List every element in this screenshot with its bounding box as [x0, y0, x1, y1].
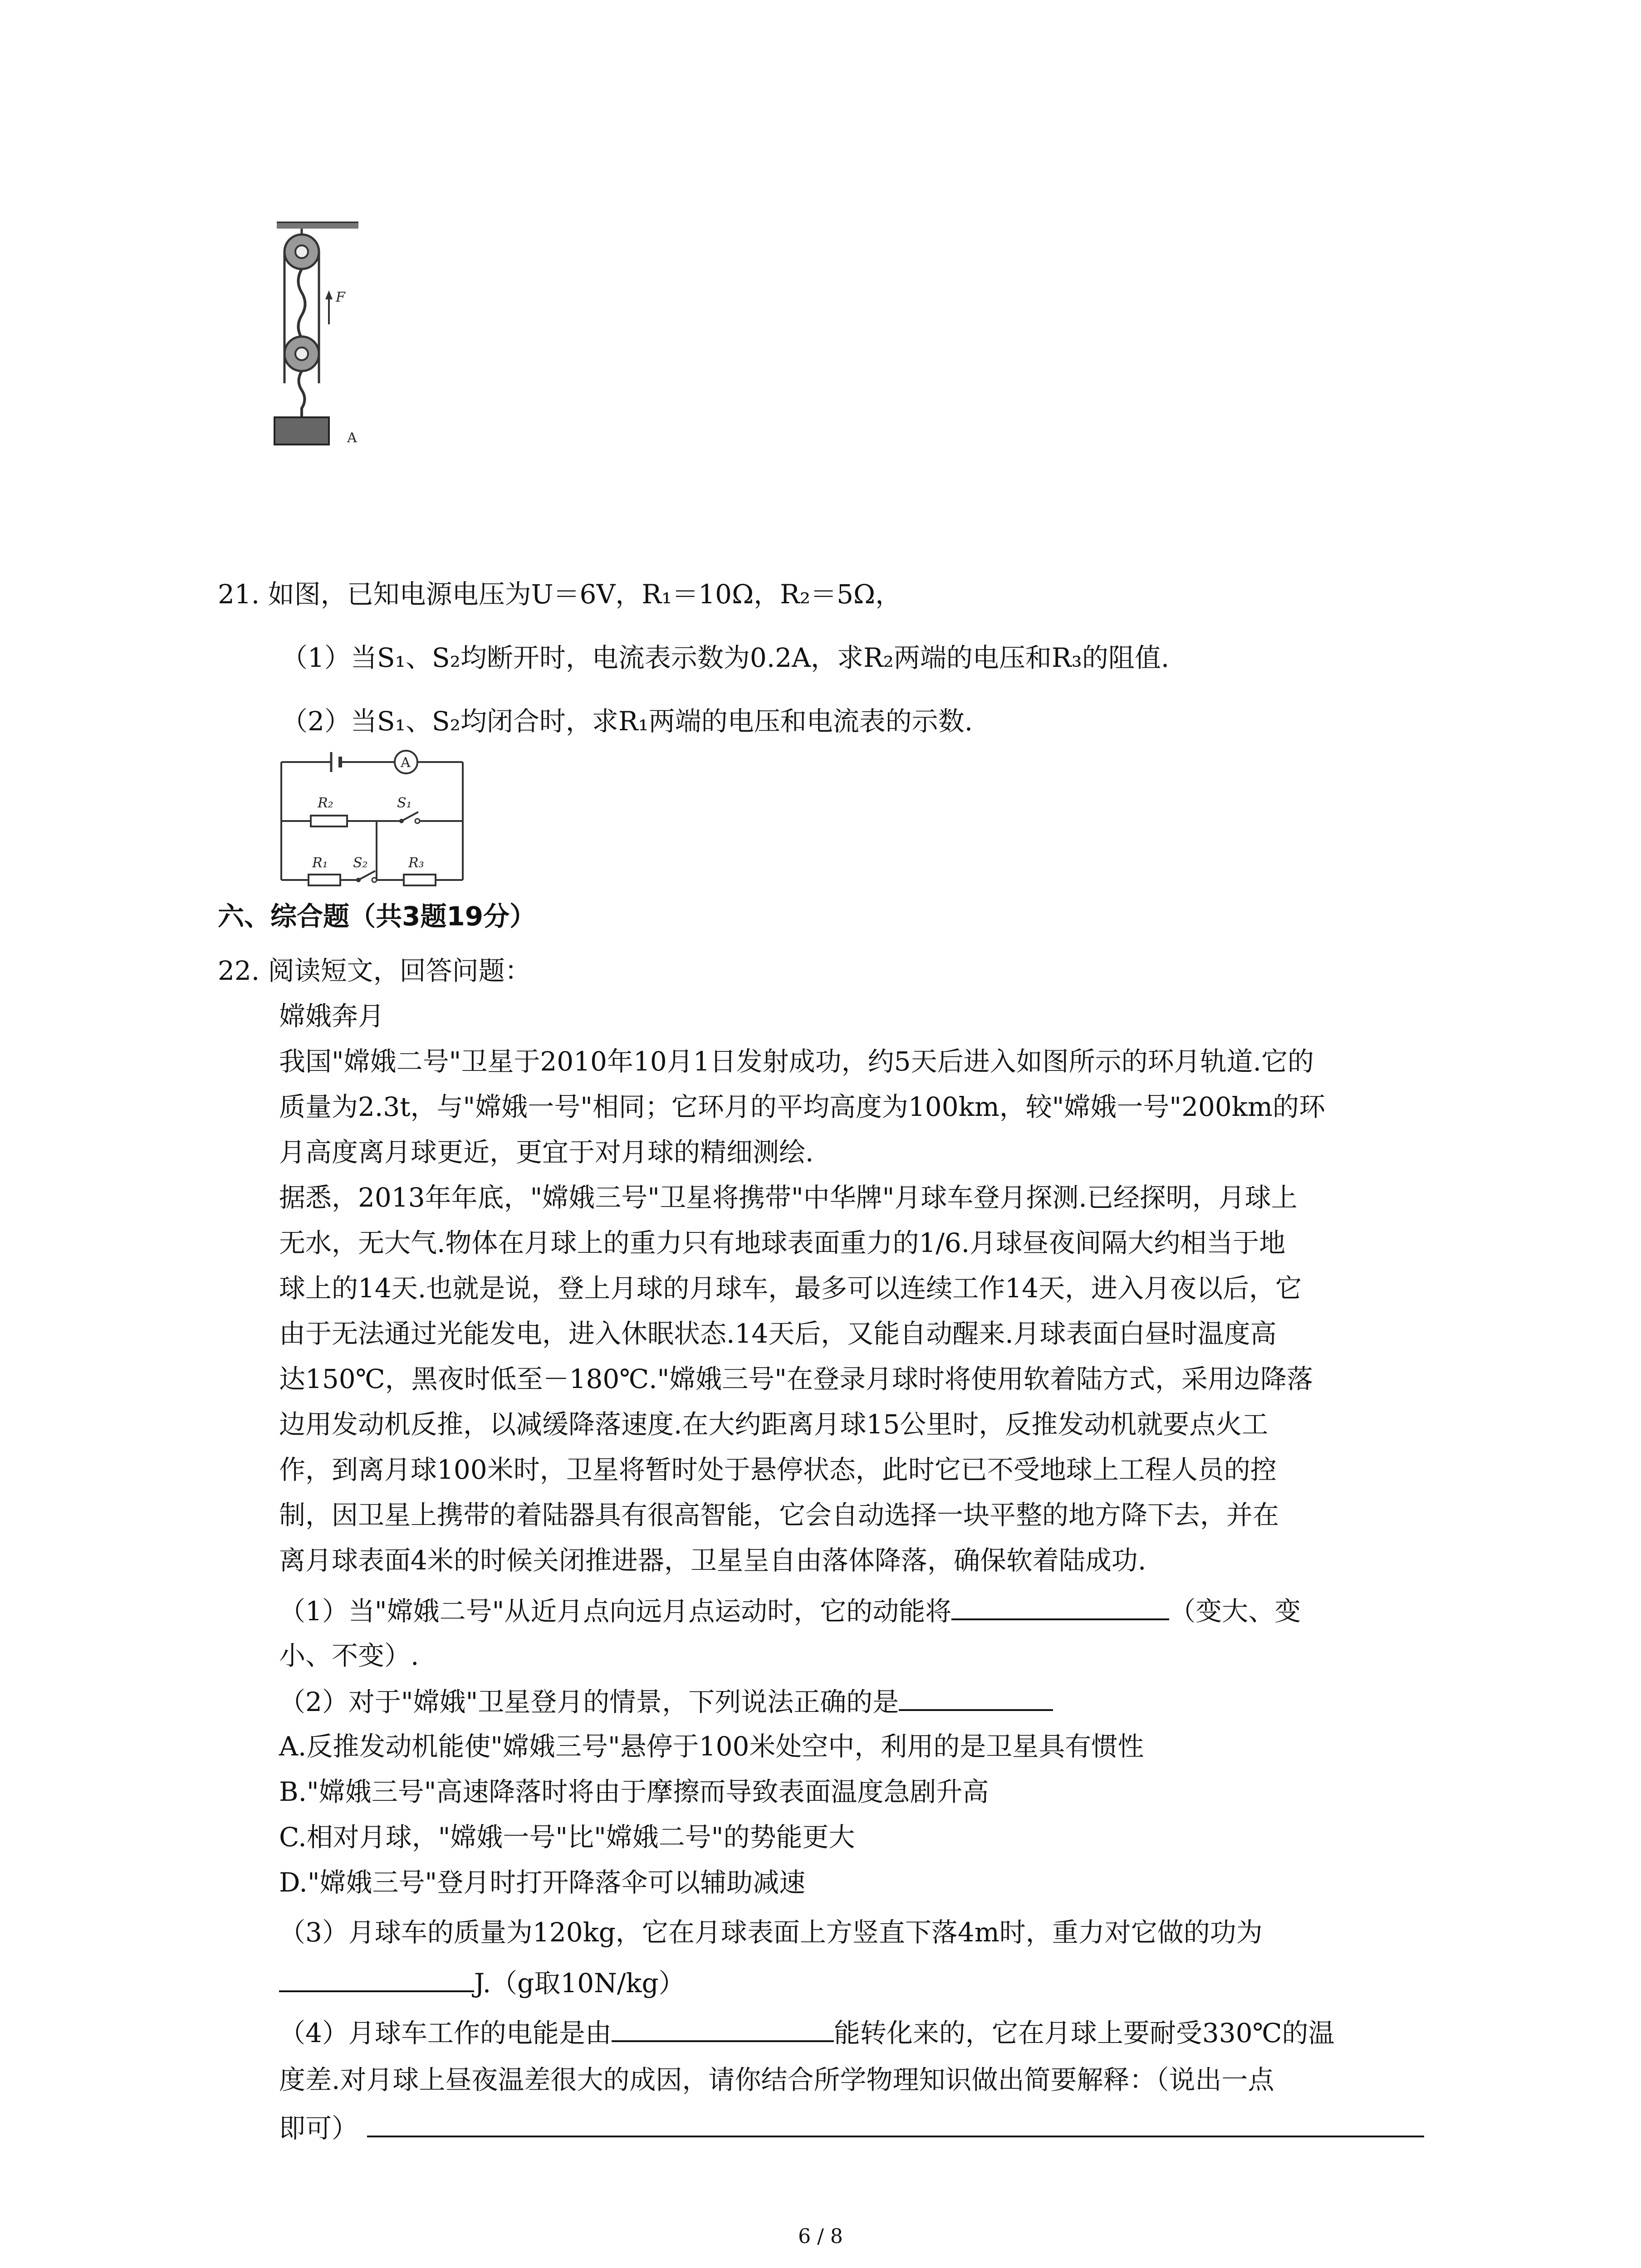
q22-option-b: B."嫦娥三号"高速降落时将由于摩擦而导致表面温度急剧升高 [279, 1776, 989, 1807]
q22-p1-line-1: 我国"嫦娥二号"卫星于2010年10月1日发射成功，约5天后进入如图所示的环月轨道.它的 [279, 1046, 1314, 1077]
r2-label: R₂ [318, 795, 333, 811]
circuit-diagram [272, 744, 472, 894]
q22-p2-line-9: 离月球表面4米的时候关闭推进器，卫星呈自由落体降落，确保软着陆成功. [279, 1545, 1146, 1576]
q21-stem: 21. 如图，已知电源电压为U＝6V，R₁＝10Ω，R₂＝5Ω， [218, 579, 902, 610]
q22-p1-line-2: 质量为2.3t，与"嫦娥一号"相同；它环月的平均高度为100km，较"嫦娥一号"200km的环 [279, 1091, 1325, 1122]
r1-label: R₁ [312, 855, 328, 871]
q22-p1-line-3: 月高度离月球更近，更宜于对月球的精细测绘. [279, 1137, 814, 1168]
q22-sub4-blank-2[interactable] [367, 2109, 1424, 2137]
q22-p2-line-1: 据悉，2013年年底，"嫦娥三号"卫星将携带"中华牌"月球车登月探测.已经探明，月球上 [279, 1182, 1298, 1213]
s2-label: S₂ [353, 855, 368, 871]
q21-part2: （2）当S₁、S₂均闭合时，求R₁两端的电压和电流表的示数. [281, 706, 973, 737]
block-label: A [347, 430, 357, 446]
resistor-r3 [404, 875, 436, 885]
q22-sub3-blank[interactable] [279, 1964, 474, 1992]
q22-p2-line-6: 边用发动机反推，以减缓降落速度.在大约距离月球15公里时，反推发动机就要点火工 [279, 1409, 1269, 1440]
r3-label: R₃ [408, 855, 424, 871]
q22-p2-line-7: 作，到离月球100米时，卫星将暂时处于悬停状态，此时它已不受地球上工程人员的控 [279, 1454, 1277, 1485]
page-number: 6 / 8 [798, 2225, 843, 2248]
q22-sub4-line-3: 即可） [279, 2109, 1424, 2146]
q22-option-c: C.相对月球，"嫦娥一号"比"嫦娥二号"的势能更大 [279, 1822, 855, 1853]
q22-sub2: （2）对于"嫦娥"卫星登月的情景，下列说法正确的是 [279, 1683, 1053, 1720]
q21-part1: （1）当S₁、S₂均断开时，电流表示数为0.2A，求R₂两端的电压和R₃的阻值. [281, 642, 1170, 673]
q22-sub4-line-1: （4）月球车工作的电能是由 能转化来的，它在月球上要耐受330℃的温 [279, 2014, 1335, 2051]
weight-block [274, 417, 329, 445]
q22-p2-line-4: 由于无法通过光能发电，进入休眠状态.14天后，又能自动醒来.月球表面白昼时温度高 [279, 1318, 1277, 1349]
force-label: F [336, 289, 345, 305]
q22-p2-line-5: 达150℃，黑夜时低至－180℃."嫦娥三号"在登录月球时将使用软着陆方式，采用边降落 [279, 1364, 1313, 1394]
section-6-title: 六、综合题（共3题19分） [218, 901, 536, 932]
q22-option-d: D."嫦娥三号"登月时打开降落伞可以辅助减速 [279, 1867, 806, 1898]
resistor-r2 [311, 816, 347, 826]
q22-p2-line-2: 无水，无大气.物体在月球上的重力只有地球表面重力的1/6.月球昼夜间隔大约相当于地 [279, 1227, 1286, 1258]
q22-option-a: A.反推发动机能使"嫦娥三号"悬停于100米处空中，利用的是卫星具有惯性 [279, 1731, 1144, 1762]
q22-sub1-line-1: （1）当"嫦娥二号"从近月点向远月点运动时，它的动能将 （变大、变 [279, 1592, 1301, 1629]
q22-sub3-line-1: （3）月球车的质量为120kg，它在月球表面上方竖直下落4m时，重力对它做的功为 [279, 1917, 1263, 1948]
resistor-r1 [309, 875, 340, 885]
s1-label: S₁ [397, 795, 412, 811]
q22-stem: 22. 阅读短文，回答问题： [218, 955, 531, 986]
pulley-figure [263, 218, 381, 454]
q22-sub3-line-2: J.（g取10N/kg） [279, 1964, 685, 2001]
q22-sub1-line-2: 小、不变）. [279, 1640, 419, 1671]
q22-sub4-line-2: 度差.对月球上昼夜温差很大的成因，请你结合所学物理知识做出简要解释：（说出一点 [279, 2064, 1274, 2095]
q22-article-title: 嫦娥奔月 [279, 1001, 385, 1031]
q22-sub1-blank[interactable] [951, 1592, 1169, 1620]
ammeter-label: A [401, 755, 411, 771]
q22-p2-line-8: 制，因卫星上携带的着陆器具有很高智能，它会自动选择一块平整的地方降下去，并在 [279, 1500, 1279, 1530]
q22-sub2-blank[interactable] [899, 1683, 1053, 1711]
q22-p2-line-3: 球上的14天.也就是说，登上月球的月球车，最多可以连续工作14天，进入月夜以后，它 [279, 1273, 1302, 1304]
ceiling-bar [277, 222, 358, 229]
q22-sub4-blank-1[interactable] [612, 2014, 834, 2042]
